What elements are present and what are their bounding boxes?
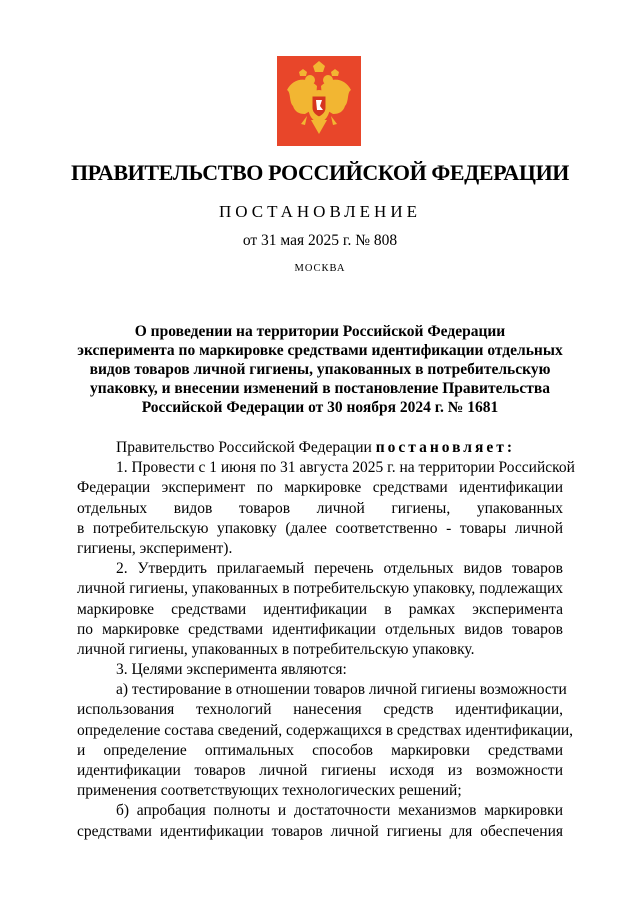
body-line: б) апробация полноты и достаточности механизмов маркировки bbox=[116, 802, 563, 820]
body-line: использования технологий нанесения средств идентификации, bbox=[77, 701, 563, 719]
heading-line: О проведении на территории Российской Федерации bbox=[134, 323, 506, 340]
russian-coat-of-arms-icon bbox=[277, 56, 361, 146]
heading-line: Российской Федерации от 30 ноября 2024 г. № 1681 bbox=[141, 399, 499, 416]
body-line: по маркировке средствами идентификации отдельных видов товаров bbox=[77, 620, 563, 638]
document-heading bbox=[75, 322, 565, 417]
body-line: 2. Утвердить прилагаемый перечень отдельных видов товаров bbox=[116, 560, 563, 578]
body-line: средствами идентификации товаров личной гигиены для обеспечения bbox=[77, 822, 563, 840]
body-line: применения соответствующих технологических решений; bbox=[77, 782, 462, 800]
body-line: и определение оптимальных способов маркировки средствами bbox=[77, 741, 563, 759]
body-line: гигиены, эксперимент). bbox=[77, 539, 233, 557]
heading-line: упаковку, и внесении изменений в постановление Правительства bbox=[90, 380, 550, 397]
document-type: ПОСТАНОВЛЕНИЕ bbox=[218, 202, 421, 221]
heading-line: видов товаров личной гигиены, упакованных в потребительскую bbox=[89, 361, 551, 378]
body-line: 3. Целями эксперимента являются: bbox=[116, 661, 347, 679]
document-date-number: от 31 мая 2025 г. № 808 bbox=[242, 232, 398, 249]
body-line: а) тестирование в отношении товаров личной гигиены возможности bbox=[116, 681, 567, 699]
body-line: маркировке средствами идентификации в рамках эксперимента bbox=[77, 600, 563, 618]
preamble-line bbox=[77, 438, 563, 458]
body-line: личной гигиены, упакованных в потребительскую упаковку, подлежащих bbox=[77, 580, 563, 598]
body-line: идентификации товаров личной гигиены исходя из возможности bbox=[77, 762, 563, 779]
body-line: 1. Провести с 1 июня по 31 августа 2025 г. на территории Российской bbox=[116, 459, 575, 477]
body-line: личной гигиены, упакованных в потребительскую упаковку. bbox=[77, 640, 475, 658]
document-body bbox=[77, 438, 575, 842]
body-line: Федерации эксперимент по маркировке средствами идентификации bbox=[77, 479, 563, 497]
heading-line: эксперимента по маркировке средствами идентификации отдельных bbox=[77, 342, 563, 359]
body-line: в потребительскую упаковку (далее соответственно - товары личной bbox=[77, 519, 563, 537]
government-title: ПРАВИТЕЛЬСТВО РОССИЙСКОЙ ФЕДЕРАЦИИ bbox=[70, 160, 570, 185]
preamble-text: Правительство Российской Федерации bbox=[116, 439, 372, 456]
decree-word: постановляет: bbox=[375, 439, 516, 456]
document-city: МОСКВА bbox=[294, 263, 346, 274]
body-line: отдельных видов товаров личной гигиены, упакованных bbox=[77, 499, 563, 517]
body-line: определение состава сведений, содержащихся в средствах идентификации, bbox=[77, 721, 574, 739]
